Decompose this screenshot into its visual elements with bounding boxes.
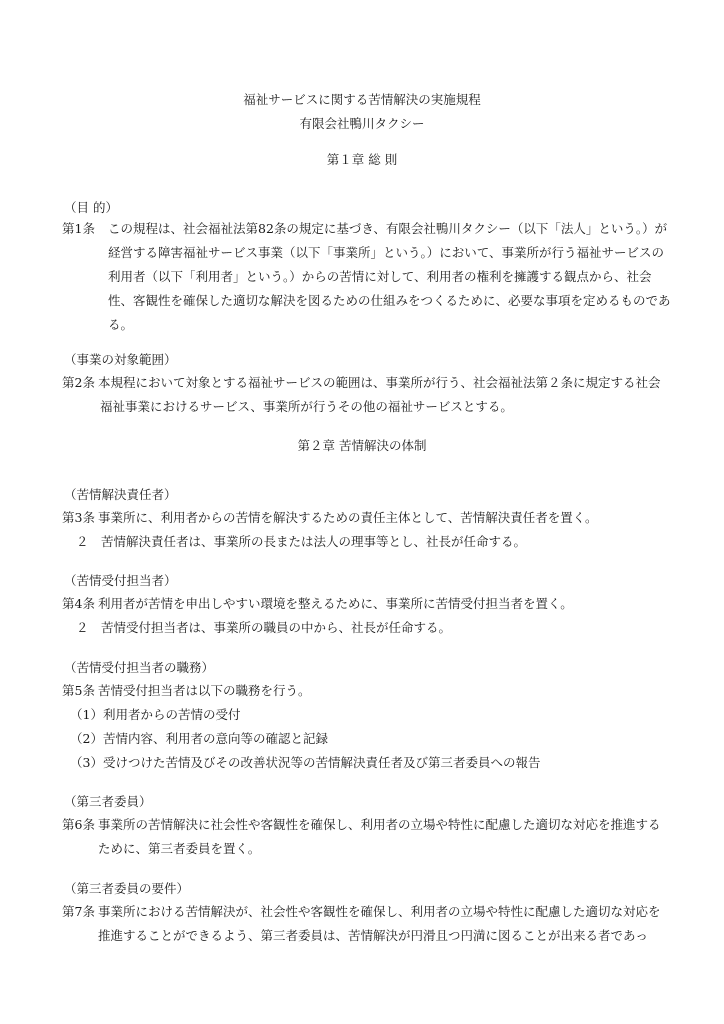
duty-item: （1）利用者からの苦情の受付 bbox=[70, 707, 241, 722]
chapter-1-heading: 第１章 総 則 bbox=[326, 152, 398, 167]
article-number: 第3条 bbox=[62, 510, 95, 525]
article-text-line: 事業所に、利用者からの苦情を解決するための責任主体として、苦情解決責任者を置く。 bbox=[98, 510, 598, 525]
article-number: 第1条 bbox=[62, 221, 95, 236]
duty-item: （2）苦情内容、利用者の意向等の確認と記録 bbox=[70, 731, 328, 746]
company-name: 有限会社鴨川タクシー bbox=[299, 116, 425, 131]
article-text-line: 本規程において対象とする福祉サービスの範囲は、事業所が行う、社会福祉法第２条に規定する社会 bbox=[98, 375, 661, 390]
chapter-2-heading: 第２章 苦情解決の体制 bbox=[297, 438, 427, 453]
section-heading-scope: （事業の対象範囲） bbox=[64, 352, 177, 367]
article-1 bbox=[62, 217, 667, 241]
article-5 bbox=[62, 679, 311, 703]
article-6 bbox=[62, 813, 661, 837]
section-heading-third-party-requirements: （第三者委員の要件） bbox=[64, 881, 190, 896]
article-text-line: ために、第三者委員を置く。 bbox=[98, 841, 261, 856]
article-text-line: 利用者（以下「利用者」という。）からの苦情に対して、利用者の権利を擁護する観点から、社会 bbox=[108, 269, 652, 284]
article-number: 第2条 bbox=[62, 375, 95, 390]
article-text-line: 推進することができるよう、第三者委員は、苦情解決が円滑且つ円満に図ることが出来る者であっ bbox=[98, 928, 648, 943]
article-text-line: 苦情受付担当者は以下の職務を行う。 bbox=[98, 683, 311, 698]
section-heading-complaint-manager: （苦情解決責任者） bbox=[64, 487, 177, 502]
article-number: 第6条 bbox=[62, 817, 95, 832]
article-text-line: 福祉事業におけるサービス、事業所が行うその他の福祉サービスとする。 bbox=[100, 399, 513, 414]
article-text-line: 事業所の苦情解決に社会性や客観性を確保し、利用者の立場や特性に配慮した適切な対応を推進する bbox=[98, 817, 661, 832]
article-2 bbox=[62, 371, 661, 395]
article-3 bbox=[62, 506, 598, 530]
duty-item: （3）受けつけた苦情及びその改善状況等の苦情解決責任者及び第三者委員への報告 bbox=[70, 755, 541, 770]
article-text-line: 性、客観性を確保した適切な解決を図るための仕組みをつくるために、必要な事項を定めるものであ bbox=[108, 293, 671, 308]
article-text-line: る。 bbox=[108, 317, 134, 332]
article-text-line: この規程は、社会福祉法第82条の規定に基づき、有限会社鴨川タクシー（以下「法人」という。）が bbox=[108, 221, 668, 236]
article-number: 第7条 bbox=[62, 904, 95, 919]
article-text-line: 利用者が苦情を申出しやすい環境を整えるために、事業所に苦情受付担当者を置く。 bbox=[98, 596, 573, 611]
article-paragraph-2: ２ 苦情受付担当者は、事業所の職員の中から、社長が任命する。 bbox=[76, 620, 452, 635]
article-paragraph-2: ２ 苦情解決責任者は、事業所の長または法人の理事等とし、社長が任命する。 bbox=[76, 534, 527, 549]
article-text-line: 事業所における苦情解決が、社会性や客観性を確保し、利用者の立場や特性に配慮した適切な対応を bbox=[98, 904, 661, 919]
section-heading-purpose: （目 的） bbox=[64, 200, 118, 215]
article-4 bbox=[62, 592, 573, 616]
article-number: 第4条 bbox=[62, 596, 95, 611]
section-heading-receiver-duties: （苦情受付担当者の職務） bbox=[64, 660, 215, 675]
article-7 bbox=[62, 900, 661, 924]
document-title: 福祉サービスに関する苦情解決の実施規程 bbox=[243, 92, 481, 107]
article-text-line: 経営する障害福祉サービス事業（以下「事業所」という。）において、事業所が行う福祉サービスの bbox=[108, 245, 665, 260]
article-number: 第5条 bbox=[62, 683, 95, 698]
section-heading-complaint-receiver: （苦情受付担当者） bbox=[64, 573, 177, 588]
section-heading-third-party: （第三者委員） bbox=[64, 794, 152, 809]
